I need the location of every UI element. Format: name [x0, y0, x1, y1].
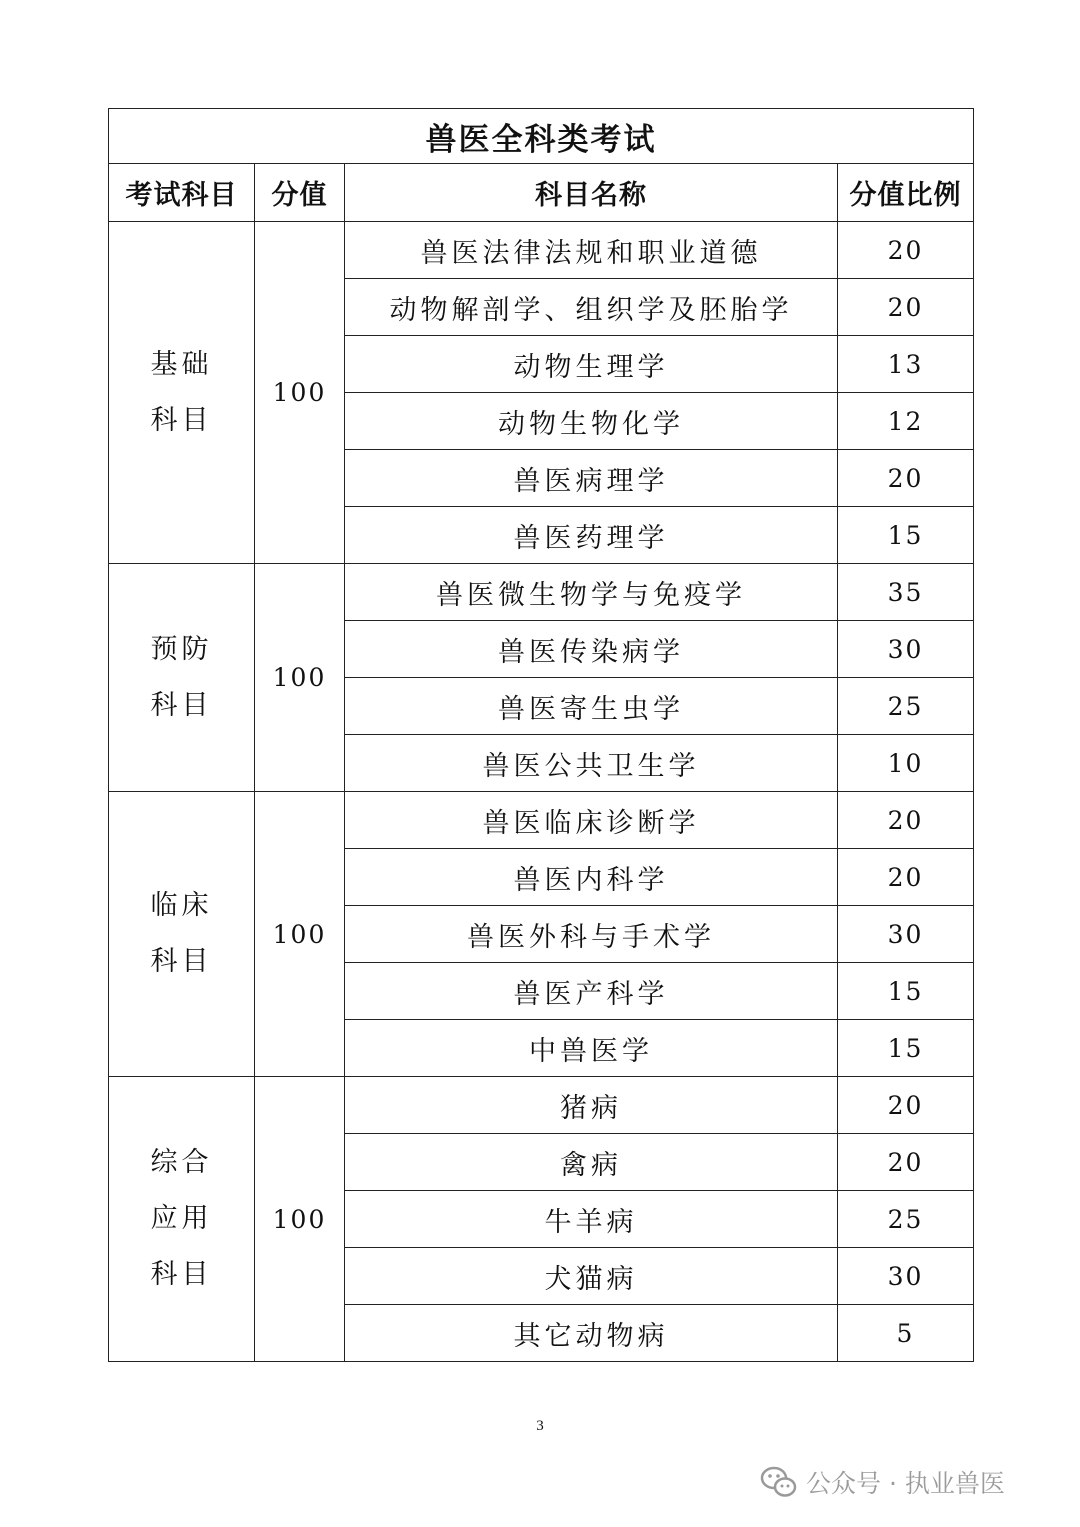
wechat-icon — [760, 1466, 798, 1498]
subject-name-cell: 兽医内科学 — [345, 849, 838, 906]
subject-name-cell: 兽医传染病学 — [345, 621, 838, 678]
category-score-cell: 100 — [255, 792, 345, 1077]
exam-category-label: 科目 — [150, 404, 213, 436]
subject-name-cell: 禽病 — [345, 1134, 838, 1191]
watermark — [760, 1462, 1005, 1502]
page-number: 3 — [536, 1418, 544, 1434]
subject-name-cell: 兽医外科与手术学 — [345, 906, 838, 963]
exam-category-label: 科目 — [150, 946, 213, 977]
exam-category-label: 科目 — [150, 1259, 213, 1290]
exam-category-cell — [109, 792, 255, 1077]
table-row — [109, 222, 974, 279]
watermark-text: 公众号 · 执业兽医 — [806, 1469, 1005, 1498]
subject-name-cell: 兽医产科学 — [345, 963, 838, 1020]
subject-ratio-cell: 15 — [838, 963, 974, 1020]
exam-category-label: 科目 — [150, 689, 213, 721]
header-exam-subject: 考试科目 — [109, 164, 255, 222]
subject-ratio-cell: 20 — [838, 1134, 974, 1191]
table-row — [109, 792, 974, 849]
subject-ratio-cell: 25 — [838, 1191, 974, 1248]
exam-subjects-table — [108, 108, 974, 1362]
subject-ratio-cell: 13 — [838, 336, 974, 393]
category-score-cell: 100 — [255, 564, 345, 792]
subject-name-cell: 动物生物化学 — [345, 393, 838, 450]
header-subject-name: 科目名称 — [345, 164, 838, 222]
table-body — [109, 222, 974, 1362]
subject-ratio-cell: 15 — [838, 1020, 974, 1077]
subject-ratio-cell: 30 — [838, 1248, 974, 1305]
exam-category-label: 应用 — [150, 1203, 213, 1234]
exam-category-label: 临床 — [150, 890, 213, 921]
subject-ratio-cell: 25 — [838, 678, 974, 735]
subject-name-cell: 其它动物病 — [345, 1305, 838, 1362]
exam-category-label: 预防 — [150, 633, 213, 665]
subject-ratio-cell: 5 — [838, 1305, 974, 1362]
subject-name-cell: 动物生理学 — [345, 336, 838, 393]
subject-name-cell: 兽医临床诊断学 — [345, 792, 838, 849]
header-score-ratio: 分值比例 — [838, 164, 974, 222]
subject-name-cell: 牛羊病 — [345, 1191, 838, 1248]
subject-name-cell: 兽医公共卫生学 — [345, 735, 838, 792]
subject-ratio-cell: 30 — [838, 621, 974, 678]
subject-name-cell: 兽医寄生虫学 — [345, 678, 838, 735]
subject-name-cell: 犬猫病 — [345, 1248, 838, 1305]
table-row — [109, 1077, 974, 1134]
subject-ratio-cell: 30 — [838, 906, 974, 963]
exam-category-cell — [109, 1077, 255, 1362]
subject-name-cell: 兽医法律法规和职业道德 — [345, 222, 838, 279]
subject-ratio-cell: 12 — [838, 393, 974, 450]
subject-ratio-cell: 10 — [838, 735, 974, 792]
subject-ratio-cell: 20 — [838, 222, 974, 279]
subject-ratio-cell: 20 — [838, 450, 974, 507]
exam-category-label: 综合 — [150, 1147, 213, 1178]
subject-ratio-cell: 15 — [838, 507, 974, 564]
header-score: 分值 — [255, 164, 345, 222]
subject-ratio-cell: 20 — [838, 849, 974, 906]
category-score-cell: 100 — [255, 1077, 345, 1362]
table-row — [109, 564, 974, 621]
category-score-cell: 100 — [255, 222, 345, 564]
subject-ratio-cell: 20 — [838, 792, 974, 849]
subject-ratio-cell: 35 — [838, 564, 974, 621]
subject-name-cell: 兽医微生物学与免疫学 — [345, 564, 838, 621]
table-title: 兽医全科类考试 — [109, 109, 974, 164]
exam-category-label: 基础 — [150, 348, 213, 380]
subject-name-cell: 猪病 — [345, 1077, 838, 1134]
exam-category-cell — [109, 564, 255, 792]
subject-name-cell: 兽医药理学 — [345, 507, 838, 564]
subject-name-cell: 兽医病理学 — [345, 450, 838, 507]
subject-ratio-cell: 20 — [838, 279, 974, 336]
exam-category-cell — [109, 222, 255, 564]
subject-name-cell: 中兽医学 — [345, 1020, 838, 1077]
subject-ratio-cell: 20 — [838, 1077, 974, 1134]
subject-name-cell: 动物解剖学、组织学及胚胎学 — [345, 279, 838, 336]
